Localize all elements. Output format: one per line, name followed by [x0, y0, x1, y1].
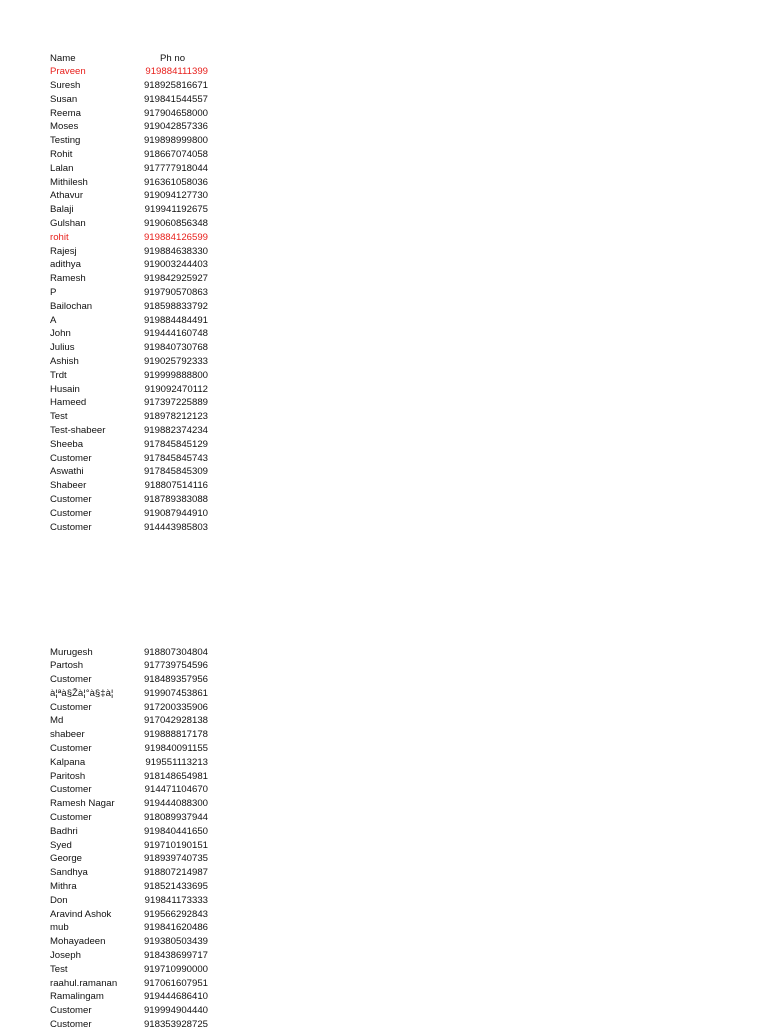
- table-row: [50, 797, 220, 811]
- table-row: [50, 977, 220, 991]
- contact-name-cell: Reema: [50, 107, 81, 119]
- phone-number-cell: 919841173333: [144, 894, 208, 906]
- table-row: [50, 341, 220, 355]
- phone-number-cell: 918978212123: [143, 411, 208, 423]
- phone-number-cell: 917739754596: [143, 660, 208, 672]
- contact-name-cell: Rohit: [50, 149, 73, 161]
- contact-name-cell: Customer: [50, 1019, 92, 1031]
- contact-name-cell: George: [50, 853, 82, 865]
- contact-name-cell: mub: [50, 922, 69, 934]
- table-row: [50, 701, 220, 715]
- phone-number-cell: 914443985803: [143, 521, 208, 533]
- contact-name-cell: Ramalingam: [50, 991, 104, 1003]
- table-row: [50, 203, 220, 217]
- name-column-header: Name: [50, 52, 76, 64]
- table-row: [50, 811, 220, 825]
- phone-number-cell: 919840091155: [144, 743, 208, 755]
- phone-number-cell: 919092470112: [144, 383, 208, 395]
- phone-number-cell: 917061607951: [143, 977, 208, 989]
- phone-number-cell: 918789383088: [143, 494, 208, 505]
- table-row: [50, 673, 220, 687]
- phone-number-cell: 919841544557: [143, 93, 208, 105]
- table-row: [50, 465, 220, 479]
- phone-number-cell: 918807214987: [143, 867, 208, 879]
- contact-table-bottom: [50, 646, 220, 1032]
- table-row: [50, 383, 220, 397]
- table-row: [50, 245, 220, 259]
- phone-number-cell: 917845845129: [143, 438, 208, 450]
- contact-name-cell: Customer: [50, 743, 92, 755]
- table-row: [50, 742, 220, 756]
- table-row: [50, 507, 220, 521]
- contact-name-cell: Test: [50, 411, 68, 423]
- phone-number-cell: 919444160748: [143, 328, 208, 340]
- phone-number-cell: 919840441650: [143, 825, 208, 837]
- phone-number-cell: 919790570863: [143, 287, 208, 299]
- phone-number-cell: 918438699717: [143, 950, 208, 962]
- contact-name-cell: Hameed: [50, 397, 87, 409]
- phone-number-cell: 918489357956: [143, 674, 208, 686]
- phone-number-cell: 919884126599: [143, 231, 208, 243]
- contact-name-cell: Testing: [50, 135, 81, 147]
- contact-name-cell: Ramesh: [50, 273, 86, 285]
- phone-number-cell: 919882374234: [143, 425, 208, 437]
- table-row: [50, 300, 220, 314]
- contact-name-cell: Gulshan: [50, 218, 86, 230]
- table-row: [50, 65, 220, 79]
- phone-number-cell: 919444686410: [143, 991, 208, 1003]
- table-row: [50, 687, 220, 701]
- table-row: [50, 438, 220, 452]
- contact-name-cell: Customer: [50, 784, 92, 796]
- contact-name-cell: Murugesh: [50, 646, 93, 658]
- table-body-top: [50, 65, 220, 534]
- table-row: [50, 107, 220, 121]
- table-row: [50, 714, 220, 728]
- phone-number-cell: 919003244403: [143, 259, 208, 271]
- contact-name-cell: shabeer: [50, 729, 85, 741]
- contact-name-cell: Husain: [50, 383, 80, 395]
- phone-number-cell: 919841620486: [143, 922, 208, 934]
- contact-name-cell: Balaji: [50, 204, 74, 216]
- phone-number-cell: 919060856348: [143, 218, 208, 230]
- phone-number-cell: 918807304804: [143, 646, 208, 658]
- phone-number-cell: 917397225889: [143, 397, 208, 409]
- phone-number-cell: 918939740735: [143, 853, 208, 865]
- phone-number-cell: 919884638330: [143, 245, 208, 257]
- phone-number-cell: 919888817178: [143, 729, 208, 741]
- phone-number-cell: 918089937944: [143, 812, 208, 824]
- contact-name-cell: Athavur: [50, 190, 84, 202]
- phone-number-cell: 919710990000: [143, 963, 208, 975]
- contact-name-cell: Customer: [50, 674, 92, 686]
- contact-name-cell: Aravind Ashok: [50, 908, 112, 920]
- phone-number-cell: 919994904440: [143, 1005, 208, 1017]
- contact-name-cell: Badhri: [50, 825, 78, 837]
- table-row: [50, 659, 220, 673]
- table-row: [50, 783, 220, 797]
- contact-name-cell: John: [50, 328, 71, 340]
- phone-number-cell: 919710190151: [143, 839, 208, 851]
- phone-number-cell: 919842925927: [143, 273, 208, 285]
- table-row: [50, 479, 220, 493]
- contact-name-cell: Partosh: [50, 660, 84, 672]
- phone-number-cell: 919898999800: [143, 135, 208, 147]
- contact-name-cell: Ashish: [50, 356, 79, 368]
- table-row: [50, 949, 220, 963]
- contact-name-cell: Bailochan: [50, 300, 93, 312]
- table-row: [50, 852, 220, 866]
- contact-name-cell: Praveen: [50, 66, 86, 78]
- table-row: [50, 327, 220, 341]
- contact-name-cell: Ramesh Nagar: [50, 798, 115, 810]
- contact-name-cell: Sheeba: [50, 438, 84, 450]
- table-row: [50, 217, 220, 231]
- phone-number-cell: 918353928725: [143, 1019, 208, 1031]
- table-row: [50, 894, 220, 908]
- phone-number-cell: 919999888800: [143, 369, 208, 381]
- contact-name-cell: Moses: [50, 121, 79, 133]
- contact-name-cell: Shabeer: [50, 480, 87, 492]
- phone-number-cell: 919840730768: [143, 342, 208, 354]
- contact-name-cell: Kalpana: [50, 756, 86, 768]
- contact-name-cell: Paritosh: [50, 770, 86, 782]
- phone-number-cell: 919941192675: [144, 204, 208, 216]
- phone-number-cell: 917904658000: [143, 107, 208, 119]
- contact-name-cell: à¦ªà§Žà¦°à§‡à¦: [50, 687, 114, 699]
- table-row: [50, 521, 220, 535]
- table-row: [50, 258, 220, 272]
- contact-name-cell: Mithilesh: [50, 176, 88, 188]
- contact-name-cell: Syed: [50, 839, 72, 851]
- phone-number-cell: 917845845309: [143, 466, 208, 478]
- table-row: [50, 825, 220, 839]
- contact-name-cell: Julius: [50, 342, 75, 354]
- contact-name-cell: Rajesj: [50, 245, 77, 257]
- table-row: [50, 770, 220, 784]
- phone-number-cell: 917845845743: [143, 452, 208, 464]
- table-row: [50, 231, 220, 245]
- table-row: [50, 314, 220, 328]
- contact-name-cell: Customer: [50, 521, 92, 533]
- contact-name-cell: Don: [50, 894, 68, 906]
- contact-name-cell: Customer: [50, 1005, 92, 1017]
- contact-name-cell: P: [50, 287, 57, 299]
- phone-number-cell: 919025792333: [143, 356, 208, 368]
- table-row: [50, 134, 220, 148]
- table-row: [50, 866, 220, 880]
- table-row: [50, 424, 220, 438]
- contact-name-cell: Mithra: [50, 881, 77, 893]
- phone-number-cell: 919907453861: [143, 687, 208, 699]
- table-row: [50, 493, 220, 507]
- table-row: [50, 963, 220, 977]
- table-row: [50, 728, 220, 742]
- table-row: [50, 272, 220, 286]
- phone-number-cell: 919087944910: [143, 507, 208, 519]
- phone-number-cell: 918667074058: [143, 149, 208, 161]
- phone-number-cell: 919380503439: [143, 936, 208, 948]
- table-row: [50, 176, 220, 190]
- contact-name-cell: Aswathi: [50, 466, 84, 478]
- table-row: [50, 162, 220, 176]
- table-row: [50, 148, 220, 162]
- table-row: [50, 369, 220, 383]
- contact-name-cell: Customer: [50, 812, 92, 824]
- table-row: [50, 120, 220, 134]
- table-body-bottom: [50, 646, 220, 1032]
- table-row: [50, 921, 220, 935]
- table-row: [50, 646, 220, 660]
- contact-name-cell: Joseph: [50, 950, 81, 962]
- contact-name-cell: A: [50, 314, 57, 326]
- contact-table-top: [50, 52, 220, 535]
- table-row: [50, 990, 220, 1004]
- contact-name-cell: Test: [50, 963, 68, 975]
- table-row: [50, 839, 220, 853]
- table-row: [50, 286, 220, 300]
- phone-number-cell: 916361058036: [143, 176, 208, 188]
- table-row: [50, 452, 220, 466]
- table-row: [50, 79, 220, 93]
- phone-number-cell: 918598833792: [143, 300, 208, 312]
- contact-name-cell: Susan: [50, 93, 78, 105]
- contact-name-cell: Trdt: [50, 369, 67, 381]
- table-row: [50, 189, 220, 203]
- contact-name-cell: Mohayadeen: [50, 936, 106, 948]
- table-row: [50, 880, 220, 894]
- phone-number-cell: 919884111399: [145, 66, 208, 78]
- contact-name-cell: rohit: [50, 231, 69, 243]
- phone-number-cell: 919444088300: [143, 798, 208, 810]
- table-header: [50, 52, 220, 66]
- phone-column-header: Ph no: [160, 52, 186, 64]
- phone-number-cell: 918521433695: [143, 881, 208, 893]
- table-row: [50, 1018, 220, 1032]
- phone-number-cell: 917042928138: [143, 715, 208, 727]
- table-row: [50, 355, 220, 369]
- contact-name-cell: adithya: [50, 259, 81, 271]
- table-row: [50, 935, 220, 949]
- phone-number-cell: 918925816671: [143, 80, 208, 92]
- contact-name-cell: Md: [50, 715, 64, 727]
- phone-number-cell: 917200335906: [143, 701, 208, 713]
- contact-name-cell: Lalan: [50, 162, 74, 174]
- contact-name-cell: Sandhya: [50, 867, 88, 879]
- phone-number-cell: 919551113213: [145, 756, 208, 768]
- phone-number-cell: 917777918044: [143, 162, 208, 174]
- contact-name-cell: Customer: [50, 507, 92, 519]
- contact-name-cell: Customer: [50, 701, 92, 713]
- table-row: [50, 1004, 220, 1018]
- contact-name-cell: Test-shabeer: [50, 425, 106, 437]
- contact-name-cell: Suresh: [50, 80, 81, 92]
- phone-number-cell: 918807514116: [144, 480, 208, 492]
- phone-number-cell: 919094127730: [143, 190, 208, 202]
- phone-number-cell: 914471104670: [144, 784, 208, 796]
- phone-number-cell: 918148654981: [143, 770, 208, 782]
- phone-number-cell: 919042857336: [143, 121, 208, 133]
- table-row: [50, 396, 220, 410]
- table-row: [50, 410, 220, 424]
- contact-name-cell: Customer: [50, 494, 92, 505]
- contact-name-cell: raahul.ramanan: [50, 977, 118, 989]
- table-row: [50, 756, 220, 770]
- contact-name-cell: Customer: [50, 452, 92, 464]
- phone-number-cell: 919884484491: [143, 314, 208, 326]
- table-row: [50, 908, 220, 922]
- table-row: [50, 93, 220, 107]
- phone-number-cell: 919566292843: [143, 908, 208, 920]
